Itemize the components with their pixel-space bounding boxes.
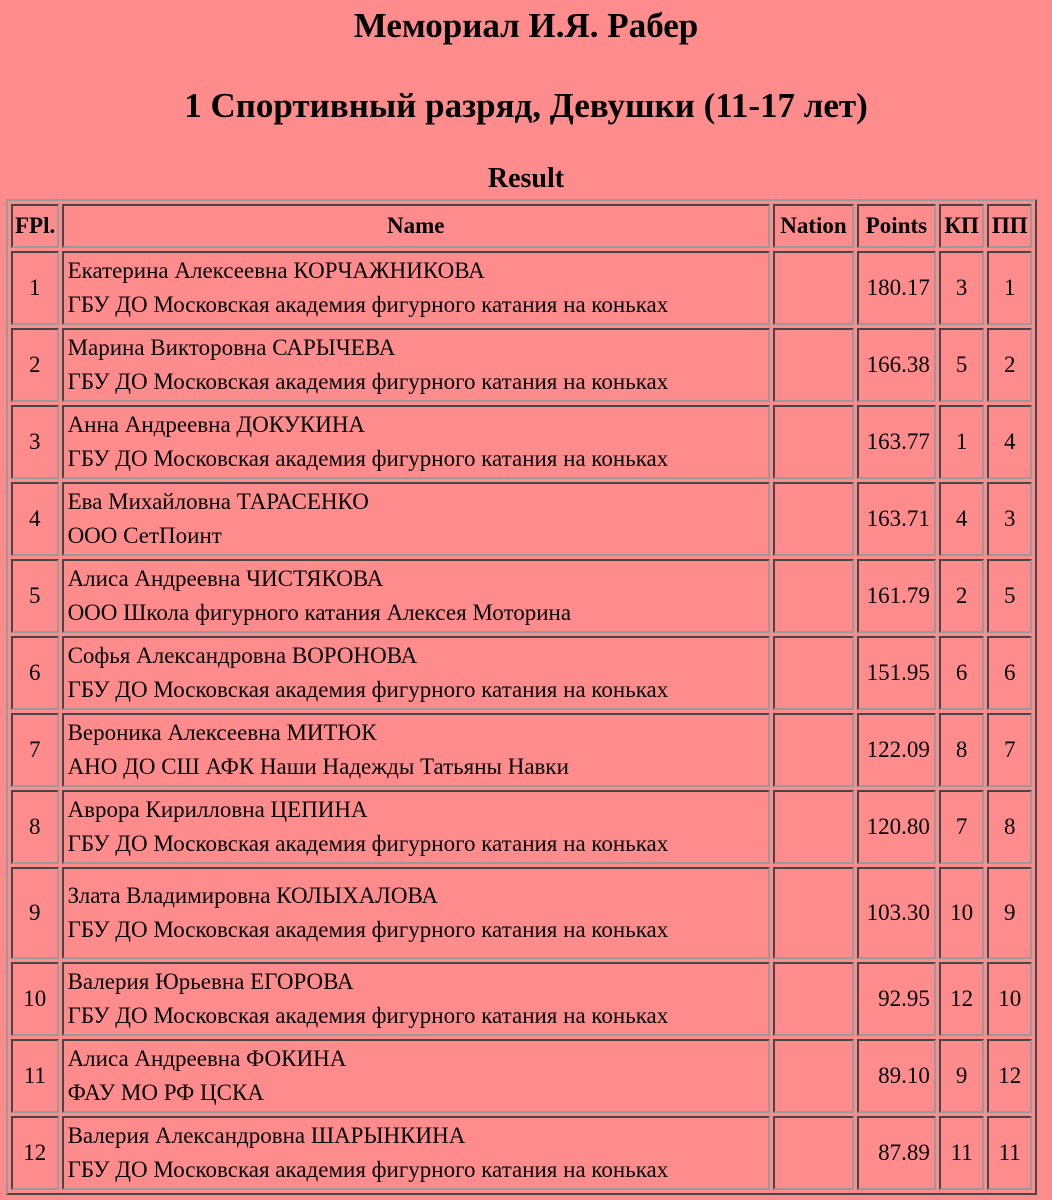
pp-cell: 6 <box>987 636 1032 710</box>
pp-cell: 7 <box>987 713 1032 787</box>
nation-cell <box>773 251 854 325</box>
skater-name: Аврора Кирилловна ЦЕПИНА <box>67 797 368 822</box>
table-row <box>11 713 1032 787</box>
nation-cell <box>773 1039 854 1113</box>
column-header-kp: КП <box>939 204 985 248</box>
skater-name: Алиса Андреевна ФОКИНА <box>67 1046 347 1071</box>
skater-club: ГБУ ДО Московская академия фигурного катания на коньках <box>67 292 669 317</box>
place-cell: 1 <box>11 251 59 325</box>
skater-cell <box>62 251 770 325</box>
skater-name: Софья Александровна ВОРОНОВА <box>67 643 418 668</box>
skater-club: ГБУ ДО Московская академия фигурного катания на коньках <box>67 446 669 471</box>
place-cell: 8 <box>11 790 59 864</box>
table-row <box>11 790 1032 864</box>
column-header-name: Name <box>62 204 770 248</box>
kp-cell: 7 <box>939 790 985 864</box>
skater-club: ГБУ ДО Московская академия фигурного катания на коньках <box>67 1157 669 1182</box>
place-cell: 5 <box>11 559 59 633</box>
pp-cell: 5 <box>987 559 1032 633</box>
table-row <box>11 328 1032 402</box>
points-cell: 151.95 <box>857 636 936 710</box>
table-caption: Result <box>487 163 565 194</box>
place-cell: 3 <box>11 405 59 479</box>
skater-cell <box>62 328 770 402</box>
skater-name: Алиса Андреевна ЧИСТЯКОВА <box>67 566 384 591</box>
skater-club: ООО Школа фигурного катания Алексея Моторина <box>67 600 572 625</box>
skater-cell <box>62 1116 770 1190</box>
column-header-pp: ПП <box>987 204 1032 248</box>
pp-cell: 9 <box>987 867 1032 959</box>
skater-name: Валерия Юрьевна ЕГОРОВА <box>67 969 354 994</box>
page-title: Мемориал И.Я. Рабер <box>353 6 699 45</box>
skater-cell <box>62 636 770 710</box>
nation-cell <box>773 790 854 864</box>
results-table <box>6 199 1037 1195</box>
skater-club: АНО ДО СШ АФК Наши Надежды Татьяны Навки <box>67 754 569 779</box>
points-cell: 92.95 <box>857 962 936 1036</box>
category-subtitle: 1 Спортивный разряд, Девушки (11-17 лет) <box>184 86 868 125</box>
place-cell: 7 <box>11 713 59 787</box>
header-row <box>11 204 1032 248</box>
pp-cell: 1 <box>987 251 1032 325</box>
table-row <box>11 482 1032 556</box>
pp-cell: 2 <box>987 328 1032 402</box>
column-header-nation: Nation <box>773 204 854 248</box>
skater-club: ГБУ ДО Московская академия фигурного катания на коньках <box>67 1003 669 1028</box>
skater-name: Валерия Александровна ШАРЫНКИНА <box>67 1123 466 1148</box>
table-row <box>11 405 1032 479</box>
skater-name: Ева Михайловна ТАРАСЕНКО <box>67 489 369 514</box>
kp-cell: 5 <box>939 328 985 402</box>
skater-cell <box>62 559 770 633</box>
place-cell: 9 <box>11 867 59 959</box>
kp-cell: 10 <box>939 867 985 959</box>
kp-cell: 6 <box>939 636 985 710</box>
skater-club: ФАУ МО РФ ЦСКА <box>67 1080 264 1105</box>
skater-cell <box>62 867 770 959</box>
kp-cell: 12 <box>939 962 985 1036</box>
nation-cell <box>773 962 854 1036</box>
points-cell: 103.30 <box>857 867 936 959</box>
kp-cell: 2 <box>939 559 985 633</box>
nation-cell <box>773 559 854 633</box>
skater-name: Вероника Алексеевна МИТЮК <box>67 720 377 745</box>
table-row <box>11 636 1032 710</box>
pp-cell: 3 <box>987 482 1032 556</box>
column-header-points: Points <box>857 204 936 248</box>
skater-club: ГБУ ДО Московская академия фигурного катания на коньках <box>67 369 669 394</box>
table-row <box>11 867 1032 959</box>
kp-cell: 3 <box>939 251 985 325</box>
skater-cell <box>62 1039 770 1113</box>
skater-cell <box>62 405 770 479</box>
points-cell: 180.17 <box>857 251 936 325</box>
place-cell: 11 <box>11 1039 59 1113</box>
table-row <box>11 962 1032 1036</box>
points-cell: 161.79 <box>857 559 936 633</box>
kp-cell: 9 <box>939 1039 985 1113</box>
skater-name: Марина Викторовна САРЫЧЕВА <box>67 335 396 360</box>
pp-cell: 12 <box>987 1039 1032 1113</box>
skater-club: ГБУ ДО Московская академия фигурного катания на коньках <box>67 677 669 702</box>
pp-cell: 10 <box>987 962 1032 1036</box>
pp-cell: 8 <box>987 790 1032 864</box>
points-cell: 87.89 <box>857 1116 936 1190</box>
skater-cell <box>62 962 770 1036</box>
pp-cell: 4 <box>987 405 1032 479</box>
points-cell: 89.10 <box>857 1039 936 1113</box>
skater-club: ООО СетПоинт <box>67 523 222 548</box>
table-row <box>11 559 1032 633</box>
table-row <box>11 1039 1032 1113</box>
table-row <box>11 1116 1032 1190</box>
nation-cell <box>773 482 854 556</box>
results-body <box>11 251 1032 1190</box>
column-header-place: FPl. <box>11 204 59 248</box>
kp-cell: 1 <box>939 405 985 479</box>
nation-cell <box>773 328 854 402</box>
skater-cell <box>62 482 770 556</box>
kp-cell: 11 <box>939 1116 985 1190</box>
skater-club: ГБУ ДО Московская академия фигурного катания на коньках <box>67 917 669 942</box>
points-cell: 120.80 <box>857 790 936 864</box>
table-row <box>11 251 1032 325</box>
points-cell: 166.38 <box>857 328 936 402</box>
kp-cell: 8 <box>939 713 985 787</box>
skater-name: Екатерина Алексеевна КОРЧАЖНИКОВА <box>67 258 485 283</box>
skater-name: Анна Андреевна ДОКУКИНА <box>67 412 366 437</box>
place-cell: 12 <box>11 1116 59 1190</box>
kp-cell: 4 <box>939 482 985 556</box>
skater-cell <box>62 713 770 787</box>
nation-cell <box>773 713 854 787</box>
points-cell: 163.77 <box>857 405 936 479</box>
place-cell: 2 <box>11 328 59 402</box>
skater-club: ГБУ ДО Московская академия фигурного катания на коньках <box>67 831 669 856</box>
nation-cell <box>773 867 854 959</box>
points-cell: 163.71 <box>857 482 936 556</box>
skater-name: Злата Владимировна КОЛЫХАЛОВА <box>67 883 439 908</box>
nation-cell <box>773 636 854 710</box>
nation-cell <box>773 405 854 479</box>
place-cell: 10 <box>11 962 59 1036</box>
points-cell: 122.09 <box>857 713 936 787</box>
place-cell: 6 <box>11 636 59 710</box>
nation-cell <box>773 1116 854 1190</box>
pp-cell: 11 <box>987 1116 1032 1190</box>
place-cell: 4 <box>11 482 59 556</box>
skater-cell <box>62 790 770 864</box>
